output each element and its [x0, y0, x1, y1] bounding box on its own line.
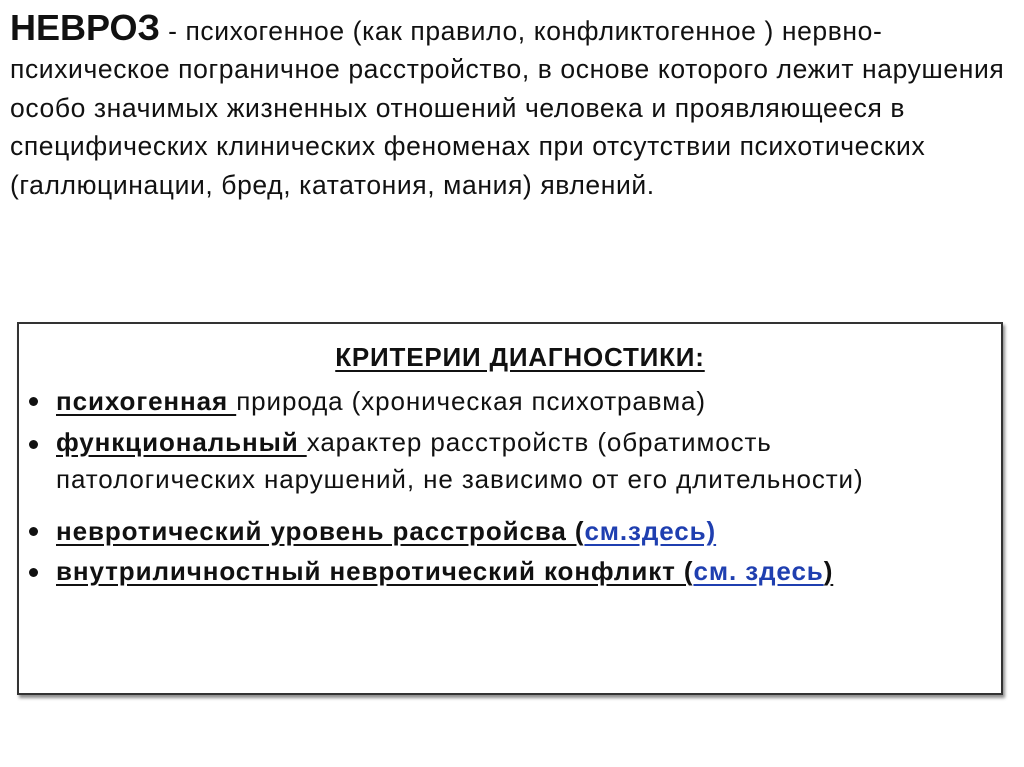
- criterion-keyword: функциональный: [56, 427, 307, 457]
- term-definition: - психогенное (как правило, конфликтогенное ) нервно-психическое пограничное расстройство, в основе которого лежит нарушения особо значимых жизненных отношений человека и проявляющееся в специфических клинических феноменах при отсутствии психотических (галлюцинации, бред, кататония, мания) явлений.: [10, 16, 1005, 200]
- see-here-link[interactable]: см.здесь): [584, 516, 717, 546]
- criterion-text: внутриличностный невротический конфликт (: [56, 556, 694, 586]
- bullet-icon: [29, 440, 38, 449]
- list-item: [19, 382, 1001, 420]
- bullet-icon: [29, 568, 38, 577]
- criteria-title: КРИТЕРИИ ДИАГНОСТИКИ:: [335, 342, 705, 372]
- criterion-text: природа (хроническая психотравма): [236, 386, 706, 416]
- list-item: [19, 552, 1001, 590]
- list-item: [19, 424, 1001, 498]
- bullet-icon: [29, 397, 38, 406]
- see-here-link[interactable]: см. здесь: [693, 556, 824, 586]
- criterion-trailing: ): [823, 556, 834, 586]
- intro-paragraph: [10, 9, 1010, 204]
- term-heading: НЕВРОЗ: [10, 7, 161, 48]
- criterion-text: невротический уровень расстройсва (: [56, 516, 585, 546]
- bullet-icon: [29, 527, 38, 536]
- criterion-text: характер расстройств (обратимость патологических нарушений, не зависимо от его длительности): [56, 427, 864, 494]
- criteria-list: [19, 382, 1001, 590]
- criteria-box: [17, 322, 1003, 695]
- criterion-keyword: психогенная: [56, 386, 237, 416]
- list-item: [19, 512, 1001, 550]
